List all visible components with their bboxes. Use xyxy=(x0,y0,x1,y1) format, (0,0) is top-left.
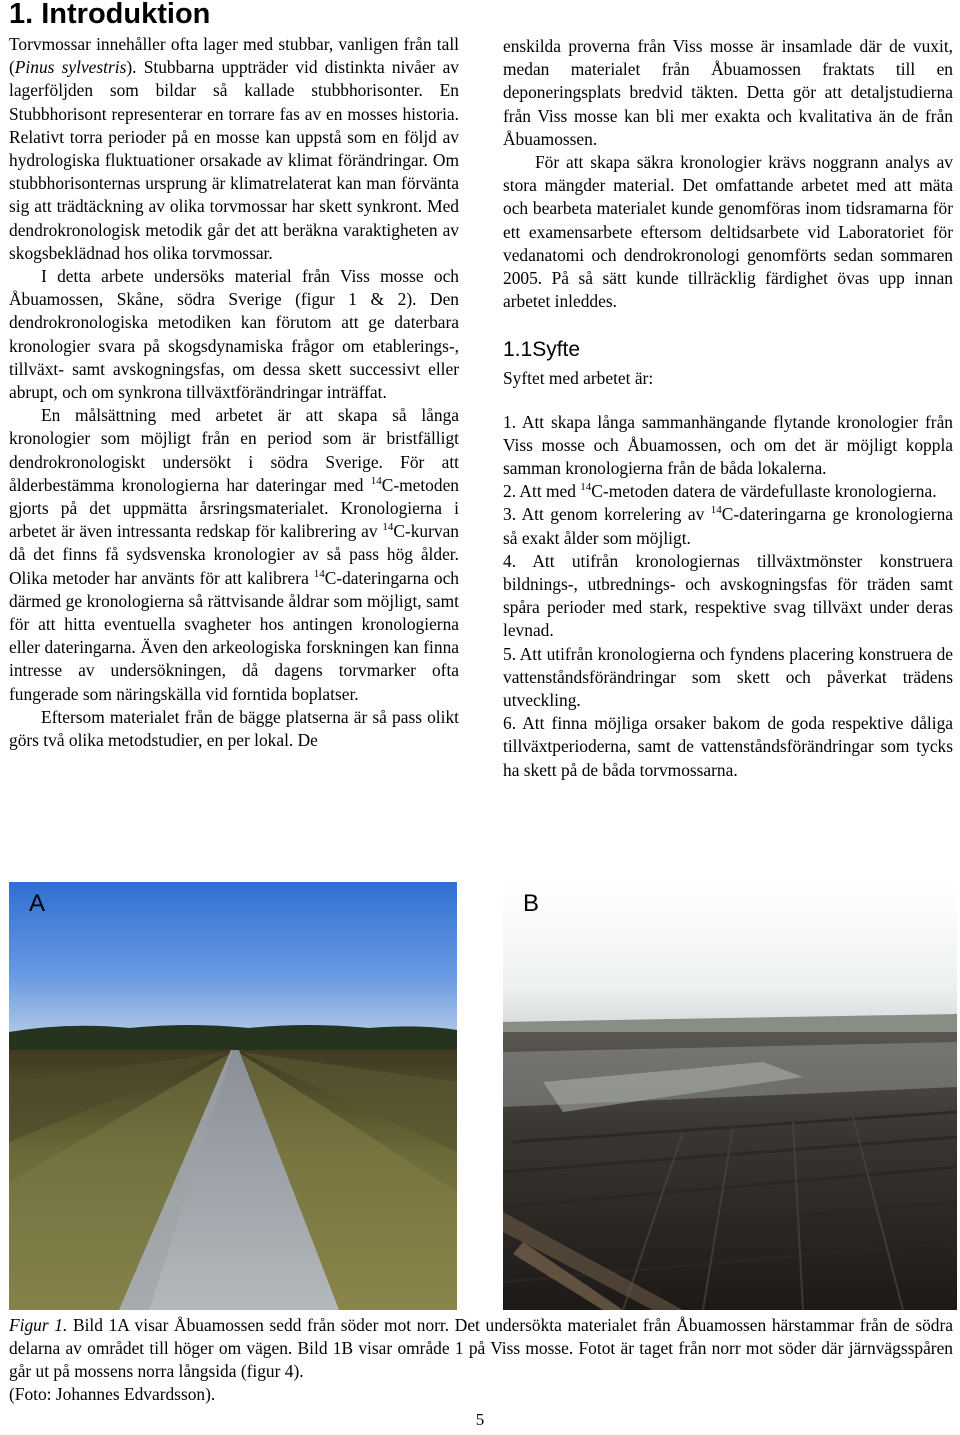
isotope-superscript: 14 xyxy=(580,481,592,494)
goal-item: 4. Att utifrån kronologiernas tillväxtmönster konstruera bildnings-, utbrednings- och avskogningsfas för träden samt spåra perioder med stark, respektive svag tillväxt under deras levnad. xyxy=(503,550,953,641)
text-run: C-metoden datera de värdefullaste kronologierna. xyxy=(591,481,937,502)
page-number: 5 xyxy=(475,1410,485,1429)
peat-field-photo-illustration xyxy=(503,882,957,1310)
photo-label-b: B xyxy=(523,890,540,917)
text-run: Torvmossar innehåller ofta lager med stubbar, vanligen från tall ( xyxy=(9,34,459,78)
text-run: Bild 1A visar Åbuamossen sedd från söder mot norr. Det undersökta materialet från Åbuamossen härstammar från de södra delarna av området till höger om vägen. Bild 1B visar område 1 på Viss mosse. Fotot är taget från norr mot söder där järnvägsspåren går ut på mossens norra långsida (figur 4). xyxy=(9,1315,953,1381)
text-run: C-kurvan då det finns få sydsvenska kronologier av så pass hög ålder. Olika metoder har använts för att kalibrera xyxy=(9,521,459,588)
text-run: En målsättning med arbetet är att skapa så långa kronologier som möjligt från en period som är bristfälligt dendrokronologiskt undersökt i södra Sverige. För att ålderbestämma kronologierna har dateringar med xyxy=(9,405,459,495)
species-name: Pinus sylvestris xyxy=(14,57,127,78)
photo-credit: (Foto: Johannes Edvardsson). xyxy=(9,1384,216,1404)
section-title: Introduktion xyxy=(41,0,211,30)
text-run: 3. Att genom korrelering av xyxy=(503,504,711,525)
figure-caption xyxy=(9,1314,953,1406)
goal-item xyxy=(503,480,953,503)
goal-item: 5. Att utifrån kronologierna och fyndens placering konstruera de vattenståndsförändringar som skett och påverkat trädens utveckling. xyxy=(503,643,953,711)
paragraph: Eftersom materialet från de bägge platserna är så pass olikt görs två olika metodstudier, en per lokal. De xyxy=(9,706,459,751)
paragraph: enskilda proverna från Viss mosse är insamlade där de vuxit, medan materialet från Åbuamossen fraktats till en deponeringsplats bredvid täkten. Detta gör att detaljstudierna från Viss mosse kan bli mer exakta och kvalitativa än de från Åbuamossen. xyxy=(503,36,953,149)
text-run: C-dateringarna ge kronologierna så exakt ålder som möjligt. xyxy=(503,504,954,548)
goal-item xyxy=(503,503,953,549)
aim-intro: Syftet med arbetet är: xyxy=(503,368,654,389)
paragraph xyxy=(9,33,459,265)
left-text-column xyxy=(9,33,459,752)
text-run: 2. Att med xyxy=(503,481,581,502)
caption-text xyxy=(9,1314,953,1383)
spacer xyxy=(503,391,953,411)
text-run: ). Stubbarna uppträder vid distinkta nivåer av lagerföljden som bildar så kallade stubbhorisonter. En Stubbhorisont representerar en torrare fas av en mosses historia. Relativt torra perioder på en mosse kan uppstå som en följd av hydrologiska fluktuationer orsakade av klimat förändringar. Om stubbhorisonternas ursprung är klimatrelaterat kan man förvänta sig att trädtäckning av olika torvmossar har skett synkront. Med dendrokronologisk metodik går det att beräkna varaktigheten av skogsbeklädnad hos olika torvmossar. xyxy=(9,57,459,263)
subsection-heading: 1.1Syfte xyxy=(503,338,581,362)
right-text-column xyxy=(503,35,953,782)
isotope-superscript: 14 xyxy=(382,521,394,534)
section-heading xyxy=(9,0,210,32)
photo-abuamossen xyxy=(9,882,457,1310)
isotope-superscript: 14 xyxy=(313,567,325,580)
text-run: C-dateringarna och därmed ge kronologierna så rättvisande åldrar som möjligt, samt för att hitta eventuella svagheter hos antingen kronologierna eller dateringarna. Även den arkeologiska forskningen kan finna intresse av undersökningen, då dagens torvmarker ofta fungerade som näringskälla vid forntida boplatser. xyxy=(9,567,459,704)
paragraph: I detta arbete undersöks material från Viss mosse och Åbuamossen, Skåne, södra Sverige (figur 1 & 2). Den dendrokronologiska metodiken kan förutom att ge daterbara kronologier svara på skogsdynamiska frågor om etablerings-, tillväxt- samt avskogningsfas, om dessa skett successivt eller abrupt, och om synkrona tillväxtförändringar inträffat. xyxy=(9,266,459,403)
paragraph xyxy=(9,404,459,706)
section-number: 1. xyxy=(9,0,34,30)
paragraph: För att skapa säkra kronologier krävs noggrann analys av stora mängder material. Det omfattande arbetet med att mäta och bearbeta materialet kunde genomföras inom tidsramarna för ett examensarbete eftersom deltidsarbete vid Laboratoriet för vedanatomi och dendrokronologi genomförts sedan sommaren 2005. På så sätt kunde tillräcklig färdighet övas upp innan arbetet inleddes. xyxy=(503,152,953,312)
caption-label: Figur 1. xyxy=(9,1315,68,1335)
isotope-superscript: 14 xyxy=(370,475,382,488)
goal-item: 1. Att skapa långa sammanhängande flytande kronologier från Viss mosse och Åbuamossen, och om det är möjligt koppla samman kronologierna från de båda lokalerna. xyxy=(503,411,953,479)
photo-label-a: A xyxy=(29,890,46,917)
isotope-superscript: 14 xyxy=(710,504,722,517)
text-run: C-metoden gjorts på det uppmätta årsringsmaterialet. Kronologierna i arbetet är även intressanta redskap för kalibrering av xyxy=(9,474,459,542)
photo-viss-mosse xyxy=(503,882,957,1310)
road-photo-illustration xyxy=(9,882,457,1310)
goal-item: 6. Att finna möjliga orsaker bakom de goda respektive dåliga tillväxtperioderna, samt de vattenståndsförändringar som tycks ha skett på de båda torvmossarna. xyxy=(503,713,953,780)
